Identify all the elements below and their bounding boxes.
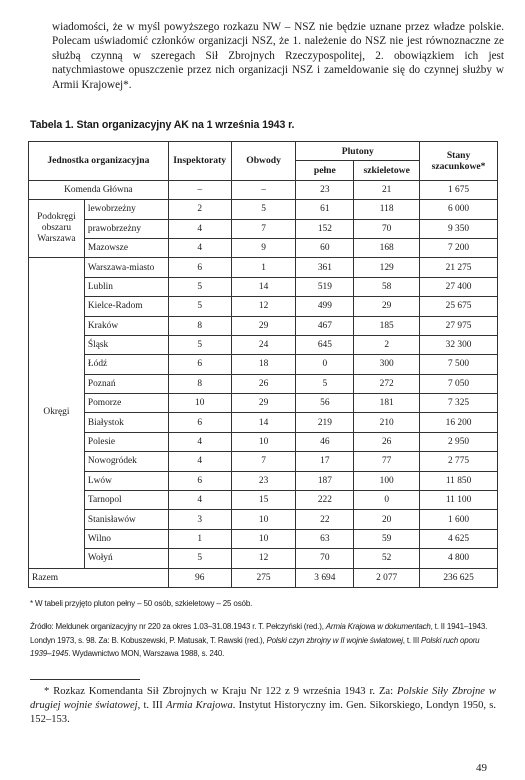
cell-unit: Tarnopol [84, 491, 168, 510]
cell-pelne: 5 [296, 374, 354, 393]
cell-obwody: 1 [231, 258, 296, 277]
cell-unit: lewobrzeżny [84, 200, 168, 219]
cell-unit: Lwów [84, 471, 168, 490]
cell-unit: Pomorze [84, 394, 168, 413]
cell-szkieletowe: 2 [354, 335, 420, 354]
cell-inspektoraty: 5 [168, 297, 231, 316]
cell-obwody: 275 [231, 568, 296, 587]
cell-stany: 7 325 [420, 394, 498, 413]
cell-inspektoraty: 6 [168, 413, 231, 432]
cell-pelne: 60 [296, 238, 354, 257]
cell-obwody: 10 [231, 432, 296, 451]
header-stany: Stany szacunkowe* [420, 142, 498, 181]
cell-szkieletowe: 70 [354, 219, 420, 238]
cell-stany: 7 050 [420, 374, 498, 393]
source-text: , t. III [402, 635, 422, 645]
cell-szkieletowe: 59 [354, 529, 420, 548]
table-row [29, 491, 498, 510]
table-row-razem [29, 568, 498, 587]
cell-pelne: 645 [296, 335, 354, 354]
cell-stany: 25 675 [420, 297, 498, 316]
cell-pelne: 3 694 [296, 568, 354, 587]
cell-unit: Komenda Główna [29, 180, 169, 199]
cell-pelne: 22 [296, 510, 354, 529]
table-note: * W tabeli przyjęto pluton pełny – 50 osób, szkieletowy – 25 osób. [30, 599, 253, 608]
cell-szkieletowe: 77 [354, 452, 420, 471]
cell-pelne: 0 [296, 355, 354, 374]
cell-stany: 7 500 [420, 355, 498, 374]
cell-stany: 1 600 [420, 510, 498, 529]
cell-inspektoraty: 4 [168, 452, 231, 471]
source-text: , t. II 1941–1943. Londyn 1973, s. 98. Za: B. Kobuszewski, P. Matusak, T. Rawski (red.), [30, 622, 488, 645]
cell-pelne: 152 [296, 219, 354, 238]
cell-szkieletowe: 210 [354, 413, 420, 432]
cell-obwody: 9 [231, 238, 296, 257]
cell-szkieletowe: 118 [354, 200, 420, 219]
cell-stany: 32 300 [420, 335, 498, 354]
cell-stany: 21 275 [420, 258, 498, 277]
table-row [29, 258, 498, 277]
source-text: . Wydawnictwo MON, Warszawa 1988, s. 240. [68, 649, 225, 659]
cell-stany: 2 775 [420, 452, 498, 471]
cell-inspektoraty: 96 [168, 568, 231, 587]
cell-stany: 2 950 [420, 432, 498, 451]
cell-pelne: 219 [296, 413, 354, 432]
footnote-title: Polskie Siły Zbrojne w drugiej wojnie światowej [30, 686, 496, 712]
footnote-text: , t. III [137, 700, 166, 712]
table-row [29, 238, 498, 257]
header-szkieletowe: szkieletowe [354, 161, 420, 180]
cell-stany: 4 800 [420, 549, 498, 568]
cell-stany: 4 625 [420, 529, 498, 548]
cell-szkieletowe: 21 [354, 180, 420, 199]
cell-stany: 27 975 [420, 316, 498, 335]
table-row [29, 316, 498, 335]
table-row [29, 394, 498, 413]
cell-inspektoraty: 4 [168, 238, 231, 257]
cell-inspektoraty: 8 [168, 374, 231, 393]
table-row [29, 297, 498, 316]
cell-unit: Stanisławów [84, 510, 168, 529]
cell-szkieletowe: 26 [354, 432, 420, 451]
cell-szkieletowe: 300 [354, 355, 420, 374]
cell-unit: Wilno [84, 529, 168, 548]
cell-obwody: 10 [231, 529, 296, 548]
cell-pelne: 187 [296, 471, 354, 490]
table-row [29, 529, 498, 548]
cell-unit: Wołyń [84, 549, 168, 568]
cell-obwody: 7 [231, 219, 296, 238]
header-inspektoraty: Inspektoraty [168, 142, 231, 181]
cell-unit: Mazowsze [84, 238, 168, 257]
cell-unit: Śląsk [84, 335, 168, 354]
source-title: Polski ruch oporu 1939–1945 [30, 635, 480, 659]
cell-pelne: 361 [296, 258, 354, 277]
cell-inspektoraty: 3 [168, 510, 231, 529]
cell-pelne: 56 [296, 394, 354, 413]
page-number: 49 [476, 762, 487, 774]
table-row [29, 452, 498, 471]
cell-obwody: 14 [231, 277, 296, 296]
cell-unit: Nowogródek [84, 452, 168, 471]
source-text: Źródło: Meldunek organizacyjny nr 220 za okres 1.03–31.08.1943 r. T. Pełczyński (red.), [30, 622, 326, 631]
cell-inspektoraty: 5 [168, 277, 231, 296]
cell-inspektoraty: 2 [168, 200, 231, 219]
cell-szkieletowe: 58 [354, 277, 420, 296]
source-note [30, 620, 500, 661]
table-row [29, 432, 498, 451]
table-row [29, 510, 498, 529]
table-row [29, 219, 498, 238]
cell-obwody: 5 [231, 200, 296, 219]
cell-obwody: – [231, 180, 296, 199]
cell-obwody: 18 [231, 355, 296, 374]
table-row [29, 549, 498, 568]
cell-pelne: 222 [296, 491, 354, 510]
table-row [29, 335, 498, 354]
cell-pelne: 63 [296, 529, 354, 548]
cell-inspektoraty: – [168, 180, 231, 199]
table-row [29, 374, 498, 393]
cell-stany: 11 850 [420, 471, 498, 490]
footnote-text: * Rozkaz Komendanta Sił Zbrojnych w Kraju Nr 122 z 9 września 1943 r. Za: [44, 686, 397, 697]
header-pelne: pełne [296, 161, 354, 180]
cell-szkieletowe: 2 077 [354, 568, 420, 587]
table-row [29, 471, 498, 490]
cell-inspektoraty: 4 [168, 491, 231, 510]
cell-szkieletowe: 100 [354, 471, 420, 490]
cell-pelne: 467 [296, 316, 354, 335]
header-obwody: Obwody [231, 142, 296, 181]
organization-table [28, 141, 498, 588]
table-row-komenda [29, 180, 498, 199]
cell-inspektoraty: 4 [168, 432, 231, 451]
cell-stany: 1 675 [420, 180, 498, 199]
cell-inspektoraty: 1 [168, 529, 231, 548]
cell-inspektoraty: 6 [168, 471, 231, 490]
cell-unit: Lublin [84, 277, 168, 296]
cell-pelne: 46 [296, 432, 354, 451]
cell-obwody: 12 [231, 297, 296, 316]
footnote [30, 685, 496, 728]
cell-pelne: 70 [296, 549, 354, 568]
footnote-text: . Instytut Historyczny im. Gen. Sikorskiego, Londyn 1950, s. 152–153. [30, 700, 496, 726]
footnote-title: Armia Krajowa [166, 700, 233, 712]
cell-inspektoraty: 8 [168, 316, 231, 335]
header-plutony: Plutony [296, 142, 420, 161]
source-title: Armia Krajowa w dokumentach [325, 622, 431, 631]
cell-pelne: 519 [296, 277, 354, 296]
group-podokregi: Podokręgi obszaru Warszawa [29, 200, 85, 258]
cell-szkieletowe: 168 [354, 238, 420, 257]
cell-obwody: 29 [231, 394, 296, 413]
cell-szkieletowe: 29 [354, 297, 420, 316]
cell-stany: 11 100 [420, 491, 498, 510]
cell-stany: 16 200 [420, 413, 498, 432]
cell-unit: Polesie [84, 432, 168, 451]
cell-szkieletowe: 0 [354, 491, 420, 510]
cell-obwody: 7 [231, 452, 296, 471]
cell-stany: 236 625 [420, 568, 498, 587]
table-header-row [29, 142, 498, 161]
cell-inspektoraty: 10 [168, 394, 231, 413]
cell-szkieletowe: 181 [354, 394, 420, 413]
cell-unit: Kielce-Radom [84, 297, 168, 316]
table-row [29, 355, 498, 374]
cell-stany: 9 350 [420, 219, 498, 238]
cell-szkieletowe: 185 [354, 316, 420, 335]
table-row [29, 277, 498, 296]
cell-inspektoraty: 4 [168, 219, 231, 238]
source-title: Polski czyn zbrojny w II wojnie światowej [266, 635, 403, 645]
cell-pelne: 499 [296, 297, 354, 316]
cell-szkieletowe: 52 [354, 549, 420, 568]
cell-stany: 6 000 [420, 200, 498, 219]
cell-pelne: 17 [296, 452, 354, 471]
cell-pelne: 23 [296, 180, 354, 199]
cell-obwody: 24 [231, 335, 296, 354]
cell-pelne: 61 [296, 200, 354, 219]
cell-obwody: 12 [231, 549, 296, 568]
cell-inspektoraty: 6 [168, 355, 231, 374]
cell-inspektoraty: 5 [168, 549, 231, 568]
cell-szkieletowe: 129 [354, 258, 420, 277]
cell-unit: Kraków [84, 316, 168, 335]
cell-unit: Warszawa-miasto [84, 258, 168, 277]
cell-obwody: 14 [231, 413, 296, 432]
cell-inspektoraty: 5 [168, 335, 231, 354]
cell-szkieletowe: 20 [354, 510, 420, 529]
footnote-divider [30, 679, 140, 680]
cell-stany: 7 200 [420, 238, 498, 257]
cell-unit: Poznań [84, 374, 168, 393]
cell-obwody: 29 [231, 316, 296, 335]
cell-stany: 27 400 [420, 277, 498, 296]
header-unit: Jednostka organizacyjna [29, 142, 169, 181]
table-row [29, 413, 498, 432]
cell-inspektoraty: 6 [168, 258, 231, 277]
cell-obwody: 23 [231, 471, 296, 490]
table-caption: Tabela 1. Stan organizacyjny AK na 1 września 1943 r. [30, 119, 295, 131]
cell-unit: prawobrzeżny [84, 219, 168, 238]
cell-obwody: 15 [231, 491, 296, 510]
cell-unit: Łódź [84, 355, 168, 374]
cell-obwody: 10 [231, 510, 296, 529]
cell-obwody: 26 [231, 374, 296, 393]
group-okregi: Okręgi [29, 258, 85, 568]
intro-paragraph: wiadomości, że w myśl powyższego rozkazu NW – NSZ nie będzie uznane przez władze polskie. Polecam uświadomić członków organizacji NSZ, że 1. należenie do NSZ nie jest równoznaczne ze służbą czynną w szeregach Sił Zbrojnych Rzeczypospolitej, 2. obowiązkiem ich jest natychmiastowe opuszczenie przez nich organizacji NSZ i zameldowanie się do czynnej służby w Armii Krajowej*. [52, 21, 504, 91]
cell-razem-label: Razem [29, 568, 169, 587]
cell-szkieletowe: 272 [354, 374, 420, 393]
cell-unit: Białystok [84, 413, 168, 432]
table-row [29, 200, 498, 219]
